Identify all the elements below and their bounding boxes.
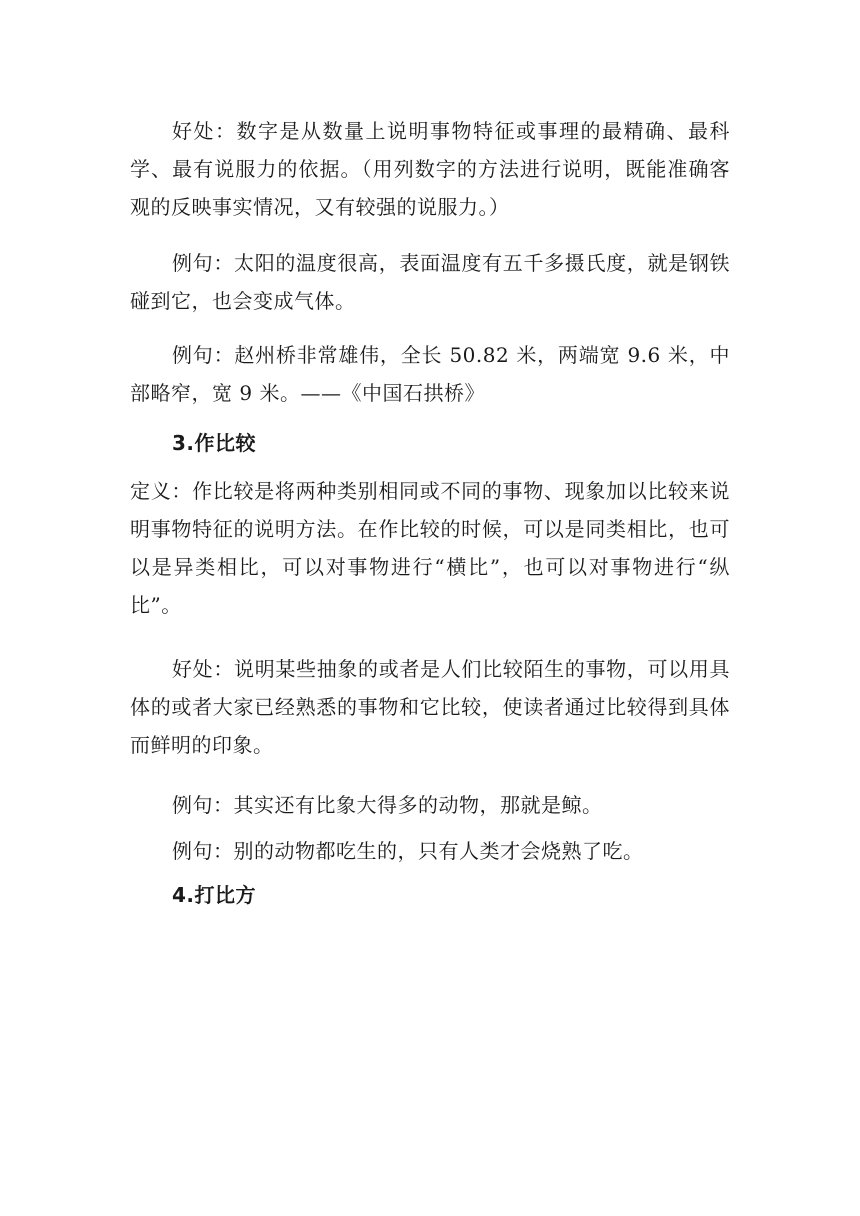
- paragraph-benefit-numbers: 好处：数字是从数量上说明事物特征或事理的最精确、最科学、最有说服力的依据。（用列数字的方法进行说明，既能准确客观的反映事实情况，又有较强的说服力。）: [130, 119, 730, 219]
- paragraph-definition-comparison: 定义：作比较是将两种类别相同或不同的事物、现象加以比较来说明事物特征的说明方法。在作比较的时候，可以是同类相比，也可以是异类相比，可以对事物进行“横比”，也可以对事物进行“纵比”。: [130, 479, 730, 617]
- paragraph-example-sun: 例句：太阳的温度很高，表面温度有五千多摄氏度，就是钢铁碰到它，也会变成气体。: [130, 251, 730, 313]
- section-heading-metaphor: 4.打比方: [172, 883, 257, 907]
- paragraph-example-cooking: 例句：别的动物都吃生的，只有人类才会烧熟了吃。: [172, 839, 644, 863]
- paragraph-example-whale: 例句：其实还有比象大得多的动物，那就是鲸。: [172, 793, 603, 817]
- paragraph-benefit-comparison: 好处：说明某些抽象的或者是人们比较陌生的事物，可以用具体的或者大家已经熟悉的事物和它比较，使读者通过比较得到具体而鲜明的印象。: [130, 657, 730, 757]
- section-heading-comparison: 3.作比较: [172, 431, 257, 455]
- paragraph-example-bridge: 例句：赵州桥非常雄伟，全长 50.82 米，两端宽 9.6 米，中部略窄，宽 9 米。——《中国石拱桥》: [130, 343, 730, 405]
